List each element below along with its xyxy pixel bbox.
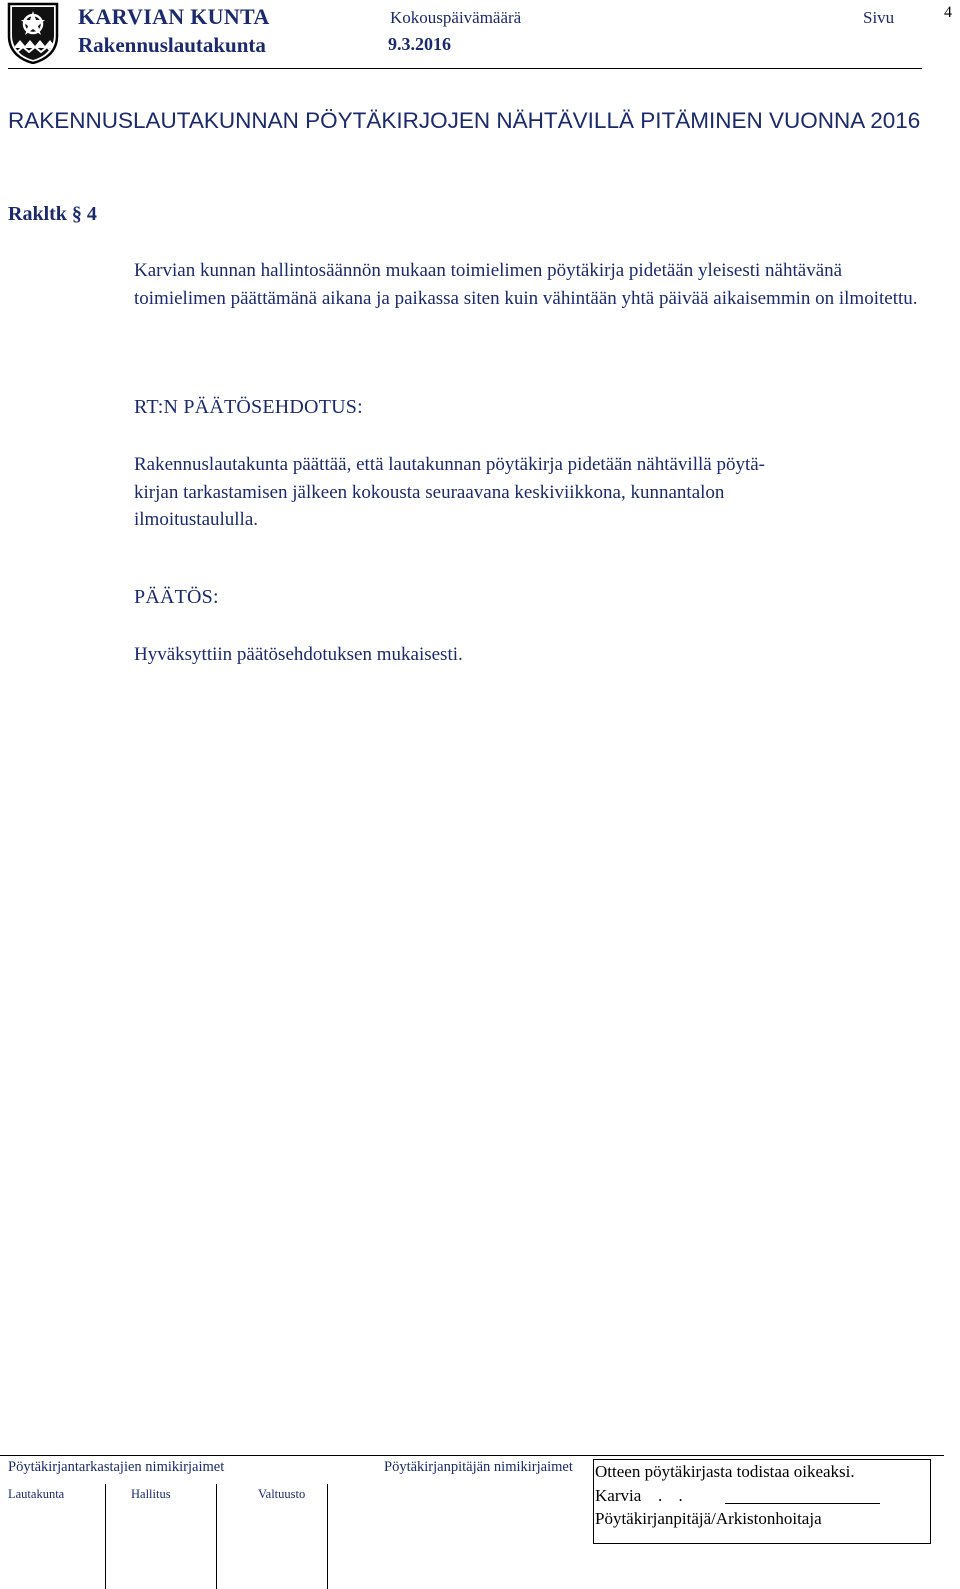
decision-paragraph: Hyväksyttiin päätösehdotuksen mukaisesti. bbox=[134, 644, 463, 665]
proposal-line: ilmoitustaululla. bbox=[134, 509, 259, 530]
keeper-signatures-label: Pöytäkirjanpitäjän nimikirjaimet bbox=[384, 1459, 573, 1475]
coat-of-arms-icon bbox=[7, 2, 59, 64]
page-label: Sivu bbox=[863, 8, 895, 27]
extract-date-dots: . . bbox=[658, 1486, 689, 1505]
signature-cell-divider bbox=[327, 1484, 328, 1589]
signature-cell-divider bbox=[105, 1484, 106, 1589]
proposal-paragraph bbox=[134, 451, 924, 534]
decision-heading: PÄÄTÖS: bbox=[134, 586, 219, 608]
board-name: Rakennuslautakunta bbox=[78, 33, 266, 57]
intro-paragraph: Karvian kunnan hallintosäännön mukaan toimielimen pöytäkirja pidetään yleisesti nähtävänä toimielimen päättämänä aikana ja paikassa siten kuin vähintään yhtä päivää aikaisemmin on ilmoitettu. bbox=[134, 260, 918, 309]
organization-name: KARVIAN KUNTA bbox=[78, 4, 270, 29]
footer-divider bbox=[0, 1455, 944, 1456]
header-divider bbox=[8, 68, 922, 69]
signature-cell-lautakunta: Lautakunta bbox=[8, 1487, 65, 1501]
signature-cell-valtuusto: Valtuusto bbox=[258, 1487, 306, 1501]
proposal-line: kirjan tarkastamisen jälkeen kokousta seuraavana keskiviikkona, kunnantalon bbox=[134, 481, 725, 503]
meeting-date-value: 9.3.2016 bbox=[388, 34, 451, 54]
proposal-heading: RT:N PÄÄTÖSEHDOTUS: bbox=[134, 396, 363, 418]
signature-cell-hallitus: Hallitus bbox=[131, 1487, 171, 1501]
signature-cell-divider bbox=[216, 1484, 217, 1589]
section-id: Rakltk § 4 bbox=[8, 203, 97, 225]
proposal-line: Rakennuslautakunta päättää, että lautakunnan pöytäkirja pidetään nähtävillä pöytä- bbox=[134, 454, 765, 475]
extract-place: Karvia bbox=[595, 1486, 642, 1505]
extract-role: Pöytäkirjanpitäjä/Arkistonhoitaja bbox=[595, 1509, 822, 1528]
meeting-date-label: Kokouspäivämäärä bbox=[390, 8, 522, 27]
extract-certification-text: Otteen pöytäkirjasta todistaa oikeaksi. bbox=[595, 1462, 855, 1481]
inspectors-signatures-label: Pöytäkirjantarkastajien nimikirjaimet bbox=[8, 1459, 225, 1475]
extract-signature-line bbox=[725, 1503, 880, 1504]
page-number: 4 bbox=[944, 4, 952, 21]
document-title: RAKENNUSLAUTAKUNNAN PÖYTÄKIRJOJEN NÄHTÄVILLÄ PITÄMINEN VUONNA 2016 bbox=[8, 108, 921, 133]
